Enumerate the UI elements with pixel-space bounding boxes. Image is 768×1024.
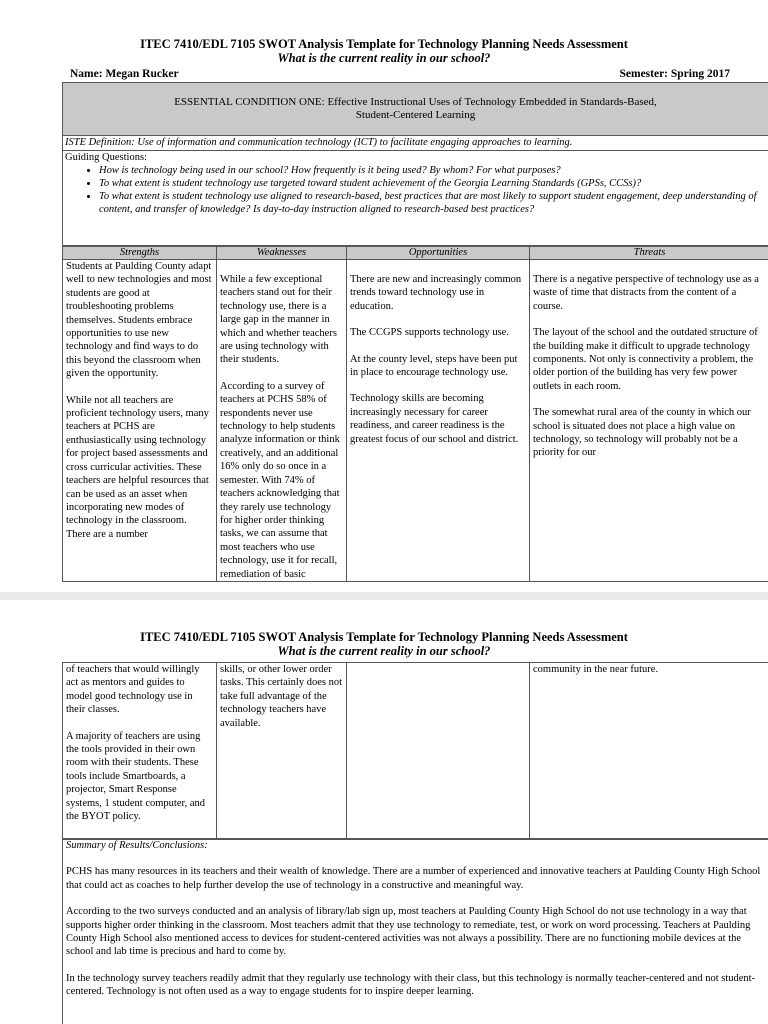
opportunities-paragraph: Technology skills are becoming increasingly necessary for career readiness, and career readiness is the greatest focus of our school and district. [350,393,519,445]
essential-condition-line2: Student-Centered Learning [355,109,476,121]
header-strengths: Strengths [63,247,217,260]
strengths-paragraph: Students at Paulding County adapt well to new technologies and most students are good at troubleshooting problems themselves. Students embrace opportunities to use new technology and find ways to do this beyond the classroom when given the opportunity. [66,261,212,380]
name-field: Name: Megan Rucker [70,68,179,80]
opportunities-cell [347,260,530,582]
weaknesses-paragraph: According to a survey of teachers at PCHS 58% of respondents never use technology to help students analyze information or think creatively, and an additional 16% only do so once in a semester. With 74% of teachers acknowledging that they rarely use technology for higher order thinking tasks, we can assume that most teachers who use technology, use it for recall, remediation of basic [220,380,340,580]
threats-cell-continued [530,663,768,840]
strengths-cell-continued [63,663,217,840]
essential-condition-line1: ESSENTIAL CONDITION ONE: Effective Instructional Uses of Technology Embedded in Standards-Based, [174,96,657,108]
essential-condition-header [62,82,768,136]
swot-content-row [63,260,768,582]
strengths-paragraph: While not all teachers are proficient technology users, many teachers at PCHS are enthusiastically using technology for project based assessments and cross curricular activities. These teachers are helpful resources that can be used as an asset when incorporating new modes of technology in the classroom. There are a number [66,394,209,540]
summary-paragraph: PCHS has many resources in its teachers and their wealth of knowledge. There are a number of experienced and innovative teachers at Paulding County High School that could act as coaches to help further develop the use of technology in a constructive and meaningful way. [66,866,761,891]
summary-paragraph: In the technology survey teachers readily admit that they regularly use technology with their class, but this technology is normally teacher-centered and not student-centered. Technology is not often used as a way to engage students for to inspire deeper learning. [66,972,756,998]
weaknesses-paragraph: While a few exceptional teachers stand out for their technology use, there is a large gap in the manner in which and whether teachers are using technology with their students. [220,274,337,366]
document-title-repeat: ITEC 7410/EDL 7105 SWOT Analysis Template for Technology Planning Needs Assessment [140,630,628,644]
threats-cell [530,260,768,582]
guiding-question: • To what extent is student technology use targeted toward student achievement of the Georgia Learning Standards (GPSs, CCSs)? [99,177,768,190]
threats-paragraph: community in the near future. [533,664,659,675]
threats-paragraph: The somewhat rural area of the county in which our school is situated does not place a high value on technology, so technology will probably not be a priority for our [533,407,751,459]
swot-content-row-continued [63,663,768,840]
guiding-questions-label: Guiding Questions: [65,152,147,163]
swot-table-page2 [62,662,768,840]
document-page-2 [0,600,768,1024]
guiding-questions-list [65,164,768,216]
opportunities-paragraph: At the county level, steps have been put in place to encourage technology use. [350,353,518,379]
opportunities-paragraph: There are new and increasingly common trends toward technology use in education. [350,274,522,312]
threats-paragraph: There is a negative perspective of technology use as a waste of time that distracts from the content of a course. [533,274,759,312]
weaknesses-cell-continued [217,663,347,840]
header-weaknesses: Weaknesses [217,247,347,260]
opportunities-cell-continued [347,663,530,840]
swot-table-page1 [62,246,768,582]
threats-paragraph: The layout of the school and the outdated structure of the building make it difficult to upgrade technology components. Not only is connectivity a problem, the older portion of the building has very few power outlets in each room. [533,327,758,392]
guiding-question: • How is technology being used in our school? How frequently is it being used? By whom? For what purposes? [99,164,768,177]
summary-label: Summary of Results/Conclusions: [66,840,208,851]
document-subtitle-repeat: What is the current reality in our school? [277,644,491,658]
iste-definition: ISTE Definition: Use of information and communication technology (ICT) to facilitate engaging approaches to learning. [62,136,768,151]
opportunities-paragraph: The CCGPS supports technology use. [350,327,509,339]
semester-field: Semester: Spring 2017 [619,68,730,80]
strengths-paragraph: of teachers that would willingly act as mentors and guides to model good technology use in their classes. [66,664,200,716]
document-subtitle: What is the current reality in our school? [277,51,491,65]
summary-section [62,838,768,1024]
strengths-paragraph: A majority of teachers are using the tools provided in their own room with their students. These tools include Smartboards, a projector, Smart Response systems, 1 student computer, and the BYOT policy. [66,730,205,823]
summary-paragraph: According to the two surveys conducted and an analysis of library/lab sign up, most teachers at Paulding County High School do not use technology in a way that supports higher order thinking in the classroom. Most teachers admit that they use technology to remediate, test, or work on word processing. Teachers at Paulding County High School also mentioned access to devices for student-centered activities was not always a possibility. There are no functioning mobile devices at the school and lab time is precious and hard to come by. [66,906,751,958]
header-opportunities: Opportunities [347,247,530,260]
header-threats: Threats [530,247,768,260]
guiding-questions [62,151,768,246]
strengths-cell [63,260,217,582]
weaknesses-cell [217,260,347,582]
name-semester-row [70,68,730,80]
document-title: ITEC 7410/EDL 7105 SWOT Analysis Template for Technology Planning Needs Assessment [140,37,628,51]
guiding-question: • To what extent is student technology use aligned to research-based, best practices that are most likely to support student engagement, deep understanding of content, and transfer of knowledge? Is day-to-day instruction aligned to research-based best practices? [99,190,768,216]
weaknesses-paragraph: skills, or other lower order tasks. This certainly does not take full advantage of the technology teachers have available. [220,664,342,729]
swot-header-row [63,247,768,260]
